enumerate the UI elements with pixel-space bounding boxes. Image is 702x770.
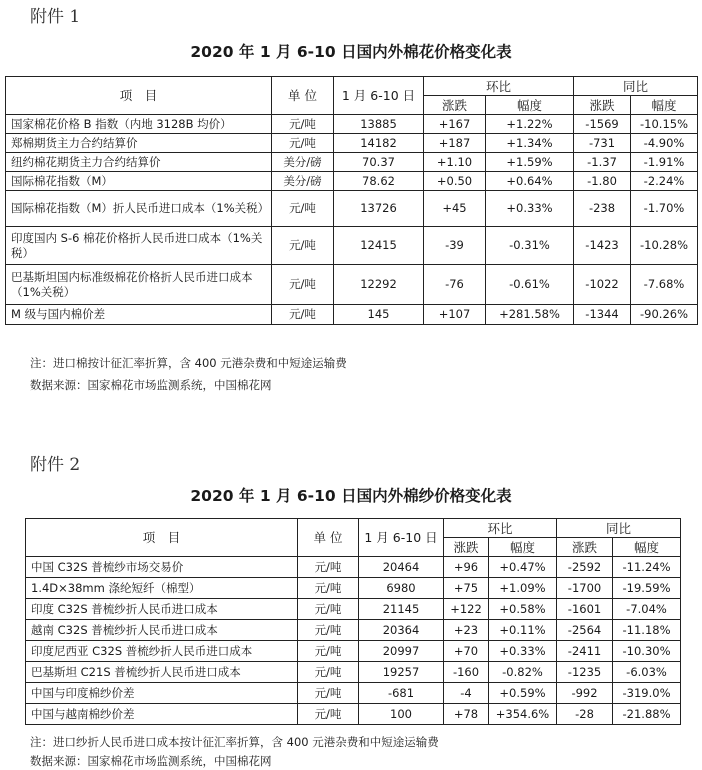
row-unit: 元/吨 (272, 305, 334, 325)
table-row (26, 599, 681, 620)
row-value: 12292 (334, 265, 424, 305)
yarn-price-table (25, 518, 681, 725)
table-row (26, 683, 681, 704)
row-item: 印度尼西亚 C32S 普梳纱折人民币进口成本 (26, 641, 298, 662)
row-yoy-pct: -1.70% (631, 191, 698, 227)
row-value: 13726 (334, 191, 424, 227)
row-yoy-change: -731 (574, 134, 631, 153)
table-row (6, 227, 698, 265)
row-mom-pct: +0.59% (489, 683, 557, 704)
table-row (26, 557, 681, 578)
header-mom-pct: 幅度 (486, 96, 574, 115)
header-period: 1 月 6-10 日 (334, 77, 424, 115)
table-row (26, 704, 681, 725)
row-unit: 元/吨 (298, 641, 359, 662)
table-row (6, 265, 698, 305)
row-mom-change: +23 (444, 620, 489, 641)
row-mom-change: +75 (444, 578, 489, 599)
header-yoy-pct: 幅度 (631, 96, 698, 115)
row-mom-pct: +354.6% (489, 704, 557, 725)
row-item: 中国与印度棉纱价差 (26, 683, 298, 704)
row-item: 纽约棉花期货主力合约结算价 (6, 153, 272, 172)
row-mom-pct: -0.31% (486, 227, 574, 265)
row-value: 6980 (359, 578, 444, 599)
table-row (26, 620, 681, 641)
row-item: 印度国内 S-6 棉花价格折人民币进口成本（1%关税） (6, 227, 272, 265)
row-yoy-pct: -1.91% (631, 153, 698, 172)
row-yoy-change: -238 (574, 191, 631, 227)
row-mom-change: +0.50 (424, 172, 486, 191)
row-item: 巴基斯坦国内标准级棉花价格折人民币进口成本（1%关税） (6, 265, 272, 305)
row-yoy-change: -1235 (557, 662, 613, 683)
header-mom: 环比 (444, 519, 557, 538)
row-mom-change: -4 (444, 683, 489, 704)
header-mom-pct: 幅度 (489, 538, 557, 557)
row-item: 越南 C32S 普梳纱折人民币进口成本 (26, 620, 298, 641)
annex1-source: 数据来源：国家棉花市场监测系统，中国棉花网 (30, 378, 272, 392)
header-mom: 环比 (424, 77, 574, 96)
row-yoy-change: -1601 (557, 599, 613, 620)
table-row (6, 191, 698, 227)
row-value: 145 (334, 305, 424, 325)
row-value: -681 (359, 683, 444, 704)
row-yoy-pct: -11.18% (613, 620, 681, 641)
row-value: 13885 (334, 115, 424, 134)
row-mom-change: +167 (424, 115, 486, 134)
row-mom-pct: +0.11% (489, 620, 557, 641)
row-mom-change: +1.10 (424, 153, 486, 172)
row-unit: 元/吨 (272, 265, 334, 305)
row-mom-change: +187 (424, 134, 486, 153)
row-yoy-pct: -11.24% (613, 557, 681, 578)
row-item: 国家棉花价格 B 指数（内地 3128B 均价） (6, 115, 272, 134)
row-yoy-pct: -4.90% (631, 134, 698, 153)
row-yoy-pct: -90.26% (631, 305, 698, 325)
row-mom-pct: +0.33% (486, 191, 574, 227)
header-mom-change: 涨跌 (444, 538, 489, 557)
row-value: 78.62 (334, 172, 424, 191)
annex1-note: 注：进口棉按计征汇率折算，含 400 元港杂费和中短途运输费 (30, 356, 347, 370)
header-unit: 单 位 (298, 519, 359, 557)
row-value: 14182 (334, 134, 424, 153)
row-yoy-change: -992 (557, 683, 613, 704)
row-mom-change: +107 (424, 305, 486, 325)
row-yoy-pct: -10.28% (631, 227, 698, 265)
row-value: 70.37 (334, 153, 424, 172)
row-unit: 元/吨 (272, 227, 334, 265)
header-item: 项 目 (6, 77, 272, 115)
row-unit: 美分/磅 (272, 172, 334, 191)
table-row (26, 662, 681, 683)
row-item: M 级与国内棉价差 (6, 305, 272, 325)
row-yoy-pct: -19.59% (613, 578, 681, 599)
annex2-label: 附件 2 (30, 455, 81, 475)
table-row (6, 115, 698, 134)
row-item: 巴基斯坦 C21S 普梳纱折人民币进口成本 (26, 662, 298, 683)
row-mom-pct: +1.09% (489, 578, 557, 599)
row-mom-pct: +0.47% (489, 557, 557, 578)
row-yoy-change: -2592 (557, 557, 613, 578)
row-unit: 美分/磅 (272, 153, 334, 172)
header-yoy: 同比 (557, 519, 681, 538)
row-unit: 元/吨 (298, 620, 359, 641)
row-mom-pct: +0.33% (489, 641, 557, 662)
table-row (26, 578, 681, 599)
row-value: 20464 (359, 557, 444, 578)
row-yoy-change: -1344 (574, 305, 631, 325)
row-yoy-change: -2564 (557, 620, 613, 641)
row-yoy-pct: -10.30% (613, 641, 681, 662)
table-row (6, 134, 698, 153)
row-unit: 元/吨 (298, 683, 359, 704)
annex2-note: 注：进口纱折人民币进口成本按计征汇率折算，含 400 元港杂费和中短途运输费 (30, 735, 439, 749)
row-unit: 元/吨 (298, 704, 359, 725)
table-row (6, 153, 698, 172)
row-item: 印度 C32S 普梳纱折人民币进口成本 (26, 599, 298, 620)
header-item: 项 目 (26, 519, 298, 557)
row-mom-pct: +1.59% (486, 153, 574, 172)
row-yoy-pct: -6.03% (613, 662, 681, 683)
row-yoy-change: -2411 (557, 641, 613, 662)
row-mom-change: -160 (444, 662, 489, 683)
row-mom-pct: +1.34% (486, 134, 574, 153)
row-value: 12415 (334, 227, 424, 265)
header-yoy-change: 涨跌 (574, 96, 631, 115)
row-yoy-change: -1700 (557, 578, 613, 599)
header-yoy-pct: 幅度 (613, 538, 681, 557)
row-mom-change: -76 (424, 265, 486, 305)
row-item: 国际棉花指数（M） (6, 172, 272, 191)
row-unit: 元/吨 (272, 191, 334, 227)
row-mom-change: +96 (444, 557, 489, 578)
row-yoy-pct: -319.0% (613, 683, 681, 704)
row-mom-change: +122 (444, 599, 489, 620)
row-value: 100 (359, 704, 444, 725)
row-value: 19257 (359, 662, 444, 683)
row-item: 1.4D×38mm 涤纶短纤（棉型） (26, 578, 298, 599)
row-item: 国际棉花指数（M）折人民币进口成本（1%关税） (6, 191, 272, 227)
row-item: 郑棉期货主力合约结算价 (6, 134, 272, 153)
row-unit: 元/吨 (298, 662, 359, 683)
row-yoy-change: -1.37 (574, 153, 631, 172)
header-period: 1 月 6-10 日 (359, 519, 444, 557)
row-yoy-change: -1569 (574, 115, 631, 134)
annex1-label: 附件 1 (30, 7, 81, 27)
annex1-title: 2020 年 1 月 6-10 日国内外棉花价格变化表 (190, 43, 512, 61)
row-value: 21145 (359, 599, 444, 620)
row-unit: 元/吨 (298, 557, 359, 578)
row-unit: 元/吨 (298, 599, 359, 620)
row-mom-change: +45 (424, 191, 486, 227)
row-yoy-change: -28 (557, 704, 613, 725)
header-yoy: 同比 (574, 77, 698, 96)
row-item: 中国 C32S 普梳纱市场交易价 (26, 557, 298, 578)
row-yoy-pct: -2.24% (631, 172, 698, 191)
row-yoy-pct: -10.15% (631, 115, 698, 134)
row-unit: 元/吨 (272, 134, 334, 153)
row-mom-pct: +0.64% (486, 172, 574, 191)
row-mom-change: +70 (444, 641, 489, 662)
row-yoy-pct: -21.88% (613, 704, 681, 725)
row-mom-pct: +0.58% (489, 599, 557, 620)
row-yoy-change: -1.80 (574, 172, 631, 191)
table-row (6, 172, 698, 191)
row-mom-pct: +1.22% (486, 115, 574, 134)
row-yoy-change: -1423 (574, 227, 631, 265)
row-mom-change: -39 (424, 227, 486, 265)
row-yoy-pct: -7.04% (613, 599, 681, 620)
row-item: 中国与越南棉纱价差 (26, 704, 298, 725)
row-mom-pct: +281.58% (486, 305, 574, 325)
header-unit: 单 位 (272, 77, 334, 115)
table-row (6, 305, 698, 325)
header-yoy-change: 涨跌 (557, 538, 613, 557)
cotton-price-table (5, 76, 698, 325)
annex2-source: 数据来源：国家棉花市场监测系统，中国棉花网 (30, 754, 272, 768)
row-value: 20364 (359, 620, 444, 641)
row-unit: 元/吨 (298, 578, 359, 599)
table-row (26, 641, 681, 662)
row-mom-change: +78 (444, 704, 489, 725)
annex2-title: 2020 年 1 月 6-10 日国内外棉纱价格变化表 (190, 487, 512, 505)
row-mom-pct: -0.61% (486, 265, 574, 305)
row-unit: 元/吨 (272, 115, 334, 134)
row-yoy-pct: -7.68% (631, 265, 698, 305)
header-mom-change: 涨跌 (424, 96, 486, 115)
row-yoy-change: -1022 (574, 265, 631, 305)
row-mom-pct: -0.82% (489, 662, 557, 683)
row-value: 20997 (359, 641, 444, 662)
